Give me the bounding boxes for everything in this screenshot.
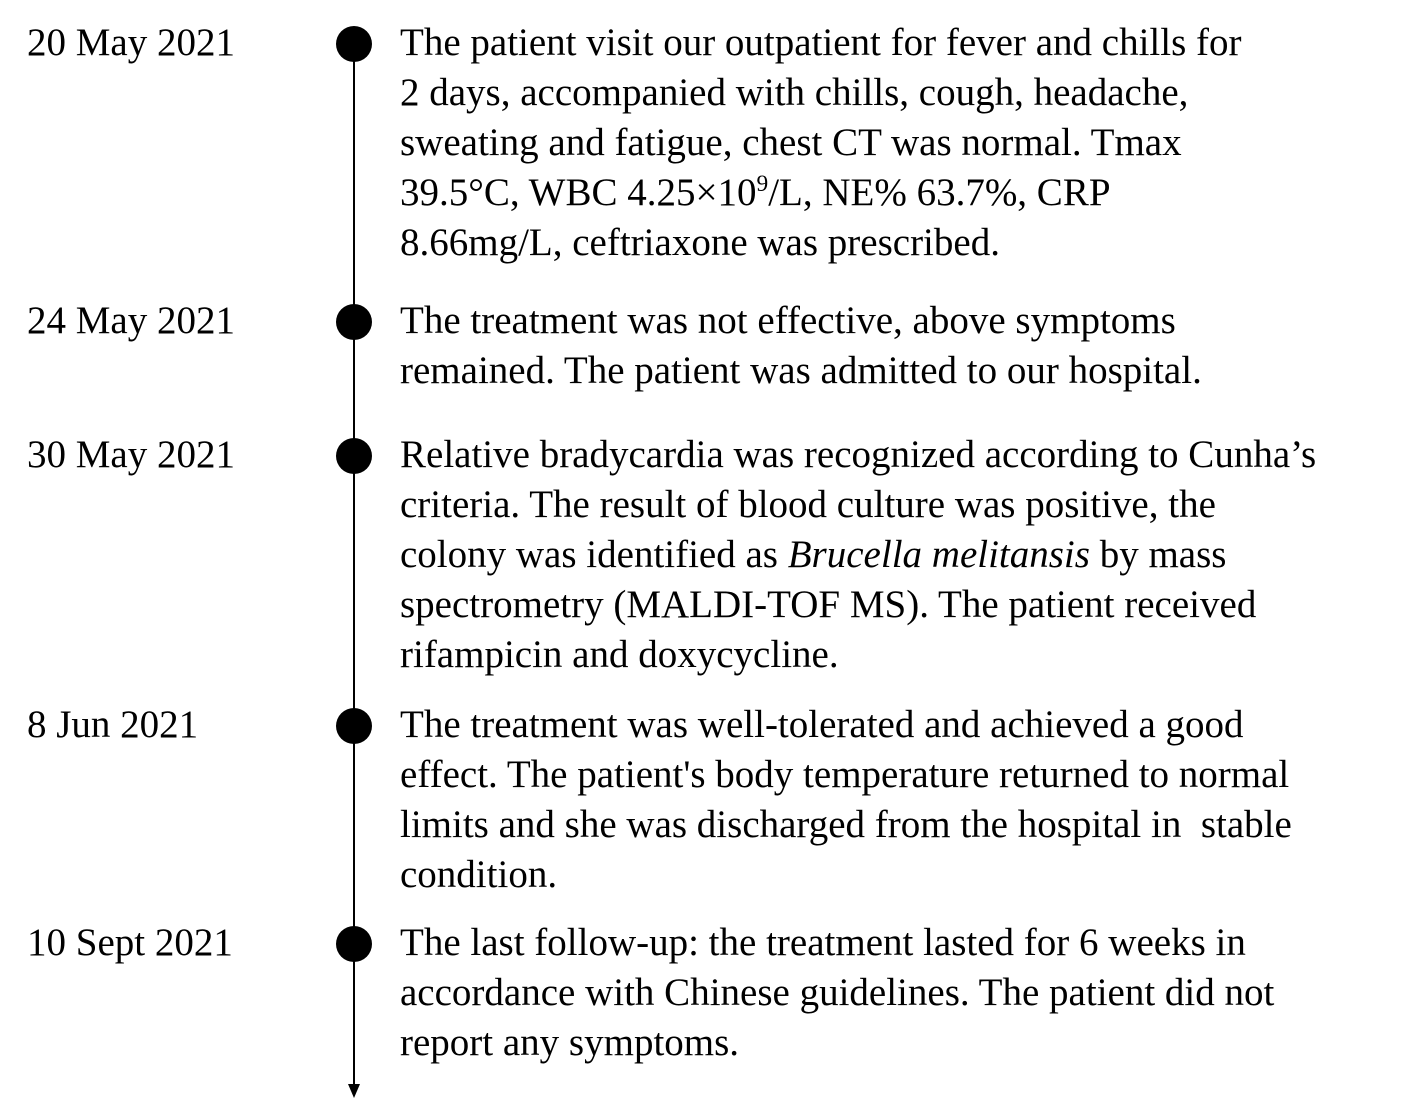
superscript-text: 9 (756, 171, 769, 197)
line-text: 2 days, accompanied with chills, cough, headache, (400, 71, 1189, 114)
line-text: rifampicin and doxycycline. (400, 633, 839, 676)
event-description (400, 296, 1400, 396)
event-description-line (400, 700, 1400, 750)
line-text: criteria. The result of blood culture was positive, the (400, 483, 1216, 526)
event-description-line (400, 750, 1400, 800)
species-name: Brucella melitansis (787, 533, 1090, 576)
event-marker-dot-icon (336, 438, 372, 474)
line-text: The last follow-up: the treatment lasted for 6 weeks in (400, 921, 1246, 964)
event-date: 30 May 2021 (27, 433, 235, 476)
event-date: 20 May 2021 (27, 21, 235, 64)
event-description-line (400, 800, 1400, 850)
event-description-line (400, 430, 1400, 480)
event-description-line (400, 118, 1400, 168)
event-marker-dot-icon (336, 708, 372, 744)
event-description-line (400, 630, 1400, 680)
event-description (400, 18, 1400, 268)
line-text: spectrometry (MALDI-TOF MS). The patient received (400, 583, 1257, 626)
line-text: accordance with Chinese guidelines. The patient did not (400, 971, 1275, 1014)
event-description (400, 700, 1400, 900)
event-description-line (400, 918, 1400, 968)
event-description (400, 918, 1400, 1068)
line-text: 39.5°C, WBC 4.25×10 (400, 171, 757, 214)
line-text: effect. The patient's body temperature returned to normal (400, 753, 1290, 796)
event-description-line (400, 346, 1400, 396)
line-text: The patient visit our outpatient for fever and chills for (400, 21, 1242, 64)
line-text: The treatment was not effective, above symptoms (400, 299, 1176, 342)
line-text: condition. (400, 853, 558, 896)
event-description-line (400, 530, 1400, 580)
event-description-line (400, 296, 1400, 346)
event-description (400, 430, 1400, 680)
event-description-line (400, 18, 1400, 68)
event-description-line (400, 480, 1400, 530)
event-description-line (400, 218, 1400, 268)
line-text: /L, NE% 63.7%, CRP (768, 171, 1111, 214)
event-description-line (400, 580, 1400, 630)
line-text: 8.66mg/L, ceftriaxone was prescribed. (400, 221, 1000, 264)
event-marker-dot-icon (336, 926, 372, 962)
line-text: by mass (1089, 533, 1227, 576)
event-date: 10 Sept 2021 (27, 921, 233, 964)
event-description-line (400, 850, 1400, 900)
line-text: sweating and fatigue, chest CT was normal. Tmax (400, 121, 1182, 164)
line-text: report any symptoms. (400, 1021, 740, 1064)
event-description-line (400, 1018, 1400, 1068)
line-text: limits and she was discharged from the hospital in stable (400, 803, 1292, 846)
line-text: colony was identified as (400, 533, 788, 576)
event-description-line (400, 68, 1400, 118)
line-text: Relative bradycardia was recognized according to Cunha’s (400, 433, 1317, 476)
line-text: The treatment was well-tolerated and achieved a good (400, 703, 1244, 746)
event-date: 8 Jun 2021 (27, 703, 199, 746)
event-date: 24 May 2021 (27, 299, 235, 342)
event-marker-dot-icon (336, 304, 372, 340)
event-description-line (400, 968, 1400, 1018)
timeline-arrow-icon (348, 1084, 360, 1098)
line-text: remained. The patient was admitted to our hospital. (400, 349, 1202, 392)
event-description-line (400, 168, 1400, 218)
event-marker-dot-icon (336, 26, 372, 62)
